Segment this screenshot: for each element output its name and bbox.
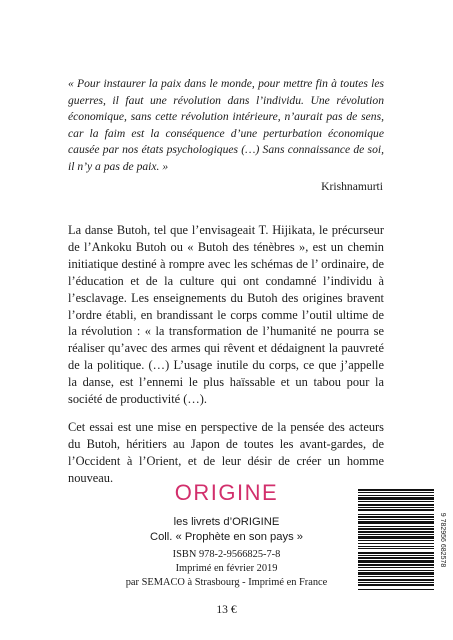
- barcode-bar: [358, 504, 434, 506]
- barcode-digits: 9 782956 682578: [439, 512, 446, 568]
- barcode-bar: [358, 536, 434, 539]
- blurb-paragraph-2: Cet essai est une mise en perspective de la pensée des acteurs du Butoh, héritiers au Japon de toutes les avant-gardes, de l’Occident à l’Orient, et de leur désir de créer un homme nouveau.: [68, 420, 384, 485]
- barcode-bar: [358, 564, 434, 566]
- barcode-bar: [358, 514, 434, 515]
- barcode-bar: [358, 555, 434, 556]
- barcode-bar: [358, 534, 434, 535]
- barcode-bar: [358, 509, 434, 511]
- barcode-bar: [358, 528, 434, 530]
- isbn: ISBN 978-2-9566825-7-8: [172, 549, 281, 560]
- barcode-bar: [358, 492, 434, 493]
- barcode-bar: [358, 572, 434, 575]
- barcode-bar: [358, 531, 434, 533]
- blurb-paragraph-1: La danse Butoh, tel que l’envisageait T. Hijikata, le précurseur de l’Ankoku Butoh ou « Butoh des ténèbres », est un chemin initiatique destiné à rompre avec les schémas de l’ ordinaire, de l’éducation et de la culture qui ont condamné l’individu à l’esclavage. Les enseignements du Butoh des origines bravent l’ordre établi, en brandissant le corps comme l’outil ultime de la révolution : « la transformation de l’humanité ne pourra se réaliser qu’avec des armes qui rêvent et dédaignent la pauvreté de la politique. (…) L’usage inutile du corps, ce que j’appelle la danse, est l’ennemi le plus haïssable et un tabou pour la société de productivité (…).: [68, 223, 384, 407]
- barcode-bar: [358, 521, 434, 524]
- barcode-bar: [358, 570, 434, 571]
- barcode-bar: [358, 526, 434, 527]
- barcode-bar: [358, 576, 434, 577]
- barcode-bar: [358, 519, 434, 520]
- barcode-bar: [358, 584, 434, 586]
- price: 13 €: [216, 603, 237, 616]
- epigraph-quote: « Pour instaurer la paix dans le monde, pour mettre fin à toutes les guerres, il faut une révolution dans l’individu. Une révolution économique, sans cette révolution intérieure, n’aurait pas de sens, car la faim est la conséquence d’une perturbation économique causée par nos états psychologiques (…) Sans connaissance de soi, il n’y a pas de paix. »: [68, 77, 384, 173]
- barcode-bar: [358, 501, 434, 502]
- barcode-bar: [358, 489, 434, 491]
- barcode-bar: [358, 589, 434, 590]
- barcode-bar: [358, 495, 434, 496]
- print-date: Imprimé en février 2019: [175, 563, 278, 575]
- barcode-bar: [358, 507, 434, 508]
- barcode-bar: [358, 546, 434, 547]
- collection-series-name: les livrets d’ORIGINE: [173, 516, 280, 528]
- barcode-bar: [358, 540, 434, 541]
- epigraph-author: Krishnamurti: [321, 180, 383, 193]
- barcode-bar: [358, 560, 434, 563]
- barcode-bar: [358, 497, 434, 500]
- barcode-bar: [358, 579, 434, 581]
- isbn-barcode: [358, 487, 444, 593]
- barcode-bar: [358, 567, 434, 568]
- barcode-bar: [358, 557, 434, 559]
- origine-logo: ORIGINE: [174, 480, 279, 505]
- barcode-bar: [358, 543, 434, 544]
- barcode-bar: [358, 548, 434, 549]
- collection-subtitle: Coll. « Prophète en son pays »: [150, 531, 303, 543]
- barcode-bar: [358, 516, 434, 518]
- barcode-bar: [358, 582, 434, 583]
- barcode-bar: [358, 552, 434, 554]
- printer-info: par SEMACO à Strasbourg - Imprimé en France: [125, 577, 328, 589]
